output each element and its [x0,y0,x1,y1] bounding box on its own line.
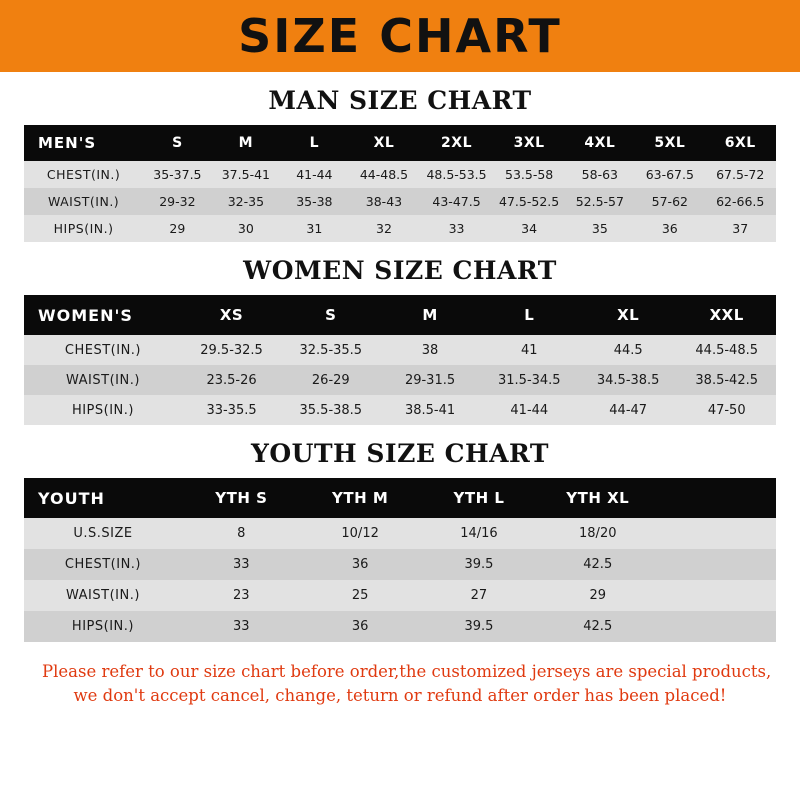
women-col-xl: XL [579,295,678,335]
women-waist-l: 31.5-34.5 [480,365,579,395]
youth-hips-m: 36 [301,611,420,642]
youth-col-s: YTH S [182,478,301,518]
women-waist-s: 26-29 [281,365,380,395]
man-waist-m: 32-35 [212,188,280,215]
women-col-xs: XS [182,295,281,335]
women-col-xxl: XXL [677,295,776,335]
women-chest-xxl: 44.5-48.5 [677,335,776,365]
man-col-5xl: 5XL [635,125,704,161]
man-hips-3xl: 34 [494,215,565,242]
women-chest-m: 38 [380,335,479,365]
table-row [24,611,776,642]
women-hips-m: 38.5-41 [380,395,479,425]
women-chest-l: 41 [480,335,579,365]
chart-content [0,86,800,708]
man-hips-6xl: 37 [704,215,776,242]
youth-col-xl: YTH XL [538,478,657,518]
man-waist-s: 29-32 [143,188,211,215]
man-col-xl: XL [349,125,420,161]
man-waist-4xl: 52.5-57 [564,188,635,215]
man-chest-5xl: 63-67.5 [635,161,704,188]
youth-corner-label: YOUTH [24,478,182,518]
man-row-hips-label: HIPS(IN.) [24,215,143,242]
footer-note-line1: Please refer to our size chart before order,the customized jerseys are special products, [42,662,772,681]
table-row [24,335,776,365]
youth-waist-xl: 29 [538,580,657,611]
youth-chest-xl: 42.5 [538,549,657,580]
women-hips-xxl: 47-50 [677,395,776,425]
man-hips-m: 30 [212,215,280,242]
youth-row-chest-label: CHEST(IN.) [24,549,182,580]
youth-chest-s: 33 [182,549,301,580]
man-size-table [24,125,776,242]
women-col-m: M [380,295,479,335]
man-chest-4xl: 58-63 [564,161,635,188]
women-waist-m: 29-31.5 [380,365,479,395]
footer-note-line2: we don't accept cancel, change, teturn or refund after order has been placed! [73,685,727,705]
man-chest-2xl: 48.5-53.5 [419,161,493,188]
header-banner [0,0,800,72]
man-hips-l: 31 [280,215,348,242]
youth-chest-empty [657,549,776,580]
youth-col-l: YTH L [420,478,539,518]
footer-note [24,660,776,708]
man-hips-2xl: 33 [419,215,493,242]
man-row-waist-label: WAIST(IN.) [24,188,143,215]
table-row [24,395,776,425]
man-col-6xl: 6XL [704,125,776,161]
man-corner-label: MEN'S [24,125,143,161]
youth-size-table [24,478,776,642]
man-row-chest-label: CHEST(IN.) [24,161,143,188]
table-row [24,549,776,580]
women-col-l: L [480,295,579,335]
women-waist-xxl: 38.5-42.5 [677,365,776,395]
youth-waist-m: 25 [301,580,420,611]
women-chest-s: 32.5-35.5 [281,335,380,365]
man-chest-l: 41-44 [280,161,348,188]
youth-chest-m: 36 [301,549,420,580]
youth-hips-s: 33 [182,611,301,642]
man-chest-6xl: 67.5-72 [704,161,776,188]
table-header-row [24,125,776,161]
youth-ussize-xl: 18/20 [538,518,657,549]
youth-waist-l: 27 [420,580,539,611]
man-waist-l: 35-38 [280,188,348,215]
women-waist-xs: 23.5-26 [182,365,281,395]
man-col-4xl: 4XL [564,125,635,161]
youth-ussize-l: 14/16 [420,518,539,549]
youth-col-empty [657,478,776,518]
women-waist-xl: 34.5-38.5 [579,365,678,395]
man-hips-xl: 32 [349,215,420,242]
man-col-m: M [212,125,280,161]
women-row-chest-label: CHEST(IN.) [24,335,182,365]
women-corner-label: WOMEN'S [24,295,182,335]
women-chest-xs: 29.5-32.5 [182,335,281,365]
table-row [24,161,776,188]
women-chest-xl: 44.5 [579,335,678,365]
page-title: SIZE CHART [238,9,562,63]
table-row [24,365,776,395]
youth-row-ussize-label: U.S.SIZE [24,518,182,549]
table-header-row [24,478,776,518]
youth-ussize-m: 10/12 [301,518,420,549]
youth-col-m: YTH M [301,478,420,518]
man-col-l: L [280,125,348,161]
man-section-title: MAN SIZE CHART [268,86,532,115]
man-hips-s: 29 [143,215,211,242]
women-section-title: WOMEN SIZE CHART [243,256,557,285]
man-waist-5xl: 57-62 [635,188,704,215]
youth-row-hips-label: HIPS(IN.) [24,611,182,642]
youth-waist-s: 23 [182,580,301,611]
women-col-s: S [281,295,380,335]
youth-hips-empty [657,611,776,642]
man-col-3xl: 3XL [494,125,565,161]
youth-hips-xl: 42.5 [538,611,657,642]
women-hips-xl: 44-47 [579,395,678,425]
women-row-hips-label: HIPS(IN.) [24,395,182,425]
man-chest-3xl: 53.5-58 [494,161,565,188]
women-hips-s: 35.5-38.5 [281,395,380,425]
women-hips-xs: 33-35.5 [182,395,281,425]
man-waist-2xl: 43-47.5 [419,188,493,215]
man-waist-6xl: 62-66.5 [704,188,776,215]
women-hips-l: 41-44 [480,395,579,425]
youth-ussize-empty [657,518,776,549]
man-col-2xl: 2XL [419,125,493,161]
man-hips-4xl: 35 [564,215,635,242]
table-row [24,188,776,215]
table-row [24,215,776,242]
youth-ussize-s: 8 [182,518,301,549]
man-waist-3xl: 47.5-52.5 [494,188,565,215]
table-header-row [24,295,776,335]
man-chest-s: 35-37.5 [143,161,211,188]
youth-waist-empty [657,580,776,611]
table-row [24,518,776,549]
man-hips-5xl: 36 [635,215,704,242]
youth-chest-l: 39.5 [420,549,539,580]
man-chest-m: 37.5-41 [212,161,280,188]
youth-hips-l: 39.5 [420,611,539,642]
man-waist-xl: 38-43 [349,188,420,215]
women-row-waist-label: WAIST(IN.) [24,365,182,395]
man-chest-xl: 44-48.5 [349,161,420,188]
man-col-s: S [143,125,211,161]
youth-row-waist-label: WAIST(IN.) [24,580,182,611]
youth-section-title: YOUTH SIZE CHART [251,439,549,468]
table-row [24,580,776,611]
women-size-table [24,295,776,425]
